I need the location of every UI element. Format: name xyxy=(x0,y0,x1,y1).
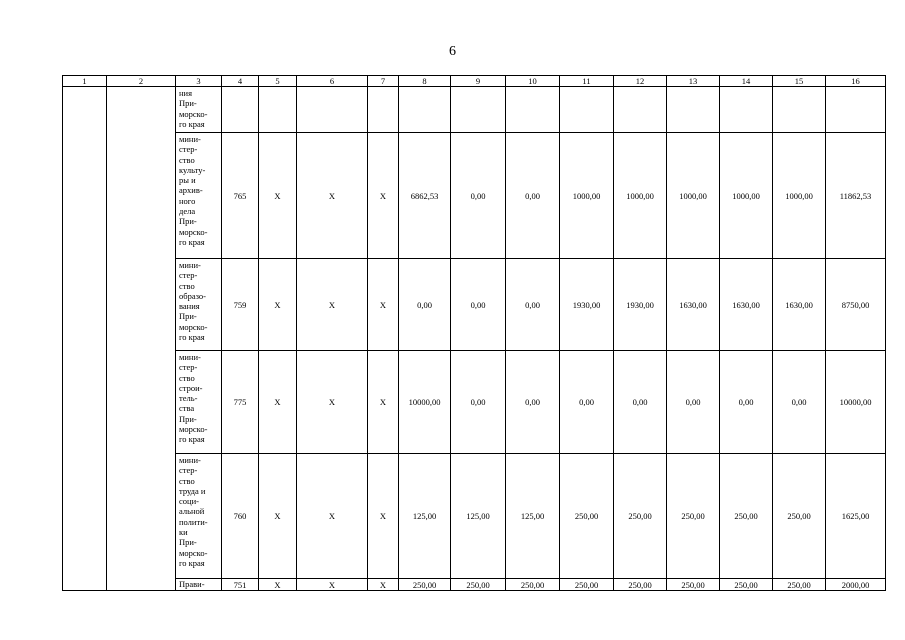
value-cell: 0,00 xyxy=(451,259,506,351)
value-cell: 751 xyxy=(222,579,259,591)
value-cell xyxy=(720,87,773,133)
table-row xyxy=(63,579,886,591)
value-cell: 8750,00 xyxy=(826,259,886,351)
col-header: 5 xyxy=(259,76,297,87)
value-cell: 1930,00 xyxy=(614,259,667,351)
value-cell: 0,00 xyxy=(399,259,451,351)
value-cell: X xyxy=(368,259,399,351)
value-cell: 250,00 xyxy=(614,579,667,591)
value-cell: 0,00 xyxy=(506,259,560,351)
value-cell: 1630,00 xyxy=(667,259,720,351)
value-cell xyxy=(297,87,368,133)
value-cell: 0,00 xyxy=(451,351,506,454)
value-cell: X xyxy=(368,133,399,259)
value-cell: 250,00 xyxy=(614,454,667,579)
col-header: 13 xyxy=(667,76,720,87)
value-cell: 1000,00 xyxy=(614,133,667,259)
value-cell: 250,00 xyxy=(451,579,506,591)
value-cell: 250,00 xyxy=(560,454,614,579)
value-cell: 0,00 xyxy=(506,351,560,454)
value-cell: X xyxy=(297,351,368,454)
value-cell: 0,00 xyxy=(720,351,773,454)
col-header: 12 xyxy=(614,76,667,87)
page-number: 6 xyxy=(449,44,456,59)
value-cell xyxy=(667,87,720,133)
value-cell: 760 xyxy=(222,454,259,579)
value-cell xyxy=(560,87,614,133)
value-cell: X xyxy=(368,579,399,591)
col-header: 2 xyxy=(107,76,176,87)
value-cell: 1000,00 xyxy=(560,133,614,259)
value-cell: 1630,00 xyxy=(720,259,773,351)
table-row xyxy=(63,454,886,579)
value-cell: 250,00 xyxy=(773,454,826,579)
value-cell: 250,00 xyxy=(720,454,773,579)
agency-cell: мини- стер- ство культу- ры и архив- ного дела При- морско- го края xyxy=(176,133,222,259)
col-header: 11 xyxy=(560,76,614,87)
col-header: 6 xyxy=(297,76,368,87)
value-cell xyxy=(506,87,560,133)
value-cell: 11862,53 xyxy=(826,133,886,259)
value-cell: 250,00 xyxy=(773,579,826,591)
value-cell xyxy=(222,87,259,133)
table-row xyxy=(63,351,886,454)
value-cell: 1000,00 xyxy=(720,133,773,259)
value-cell: X xyxy=(297,454,368,579)
col-header: 7 xyxy=(368,76,399,87)
value-cell xyxy=(773,87,826,133)
header-row xyxy=(63,76,886,87)
value-cell xyxy=(451,87,506,133)
value-cell: 0,00 xyxy=(451,133,506,259)
value-cell: X xyxy=(259,579,297,591)
value-cell: 765 xyxy=(222,133,259,259)
col-header: 4 xyxy=(222,76,259,87)
value-cell: X xyxy=(259,351,297,454)
value-cell: 250,00 xyxy=(399,579,451,591)
value-cell: 1000,00 xyxy=(667,133,720,259)
value-cell xyxy=(614,87,667,133)
agency-cell: мини- стер- ство образо- вания При- морско- го края xyxy=(176,259,222,351)
value-cell: X xyxy=(368,351,399,454)
value-cell: 125,00 xyxy=(506,454,560,579)
agency-cell: мини- стер- ство строи- тель- ства При- морско- го края xyxy=(176,351,222,454)
value-cell: 1000,00 xyxy=(773,133,826,259)
value-cell: 0,00 xyxy=(506,133,560,259)
col-header: 8 xyxy=(399,76,451,87)
value-cell: X xyxy=(297,259,368,351)
value-cell: X xyxy=(259,133,297,259)
column-1-cell xyxy=(63,87,107,591)
value-cell: 10000,00 xyxy=(826,351,886,454)
value-cell: 2000,00 xyxy=(826,579,886,591)
col-header: 16 xyxy=(826,76,886,87)
value-cell xyxy=(368,87,399,133)
value-cell xyxy=(826,87,886,133)
value-cell: 775 xyxy=(222,351,259,454)
table-row xyxy=(63,133,886,259)
value-cell: 6862,53 xyxy=(399,133,451,259)
value-cell: 10000,00 xyxy=(399,351,451,454)
value-cell: 1630,00 xyxy=(773,259,826,351)
agency-cell: ния При- морско- го края xyxy=(176,87,222,133)
value-cell: 1930,00 xyxy=(560,259,614,351)
value-cell: X xyxy=(368,454,399,579)
column-2-cell xyxy=(107,87,176,591)
value-cell: 125,00 xyxy=(399,454,451,579)
col-header: 10 xyxy=(506,76,560,87)
value-cell: X xyxy=(259,454,297,579)
budget-table xyxy=(62,75,886,591)
value-cell: 0,00 xyxy=(560,351,614,454)
value-cell: X xyxy=(297,133,368,259)
col-header: 14 xyxy=(720,76,773,87)
value-cell: X xyxy=(297,579,368,591)
col-header: 9 xyxy=(451,76,506,87)
value-cell xyxy=(399,87,451,133)
table-row xyxy=(63,259,886,351)
value-cell: 250,00 xyxy=(560,579,614,591)
value-cell: 250,00 xyxy=(667,579,720,591)
value-cell: X xyxy=(259,259,297,351)
col-header: 3 xyxy=(176,76,222,87)
value-cell: 250,00 xyxy=(667,454,720,579)
value-cell: 0,00 xyxy=(773,351,826,454)
value-cell: 0,00 xyxy=(667,351,720,454)
agency-cell: мини- стер- ство труда и соци- альной полити- ки При- морско- го края xyxy=(176,454,222,579)
col-header: 1 xyxy=(63,76,107,87)
value-cell: 250,00 xyxy=(506,579,560,591)
value-cell xyxy=(259,87,297,133)
table-row xyxy=(63,87,886,133)
value-cell: 125,00 xyxy=(451,454,506,579)
agency-cell: Прави- xyxy=(176,579,222,591)
value-cell: 250,00 xyxy=(720,579,773,591)
value-cell: 759 xyxy=(222,259,259,351)
value-cell: 0,00 xyxy=(614,351,667,454)
value-cell: 1625,00 xyxy=(826,454,886,579)
col-header: 15 xyxy=(773,76,826,87)
